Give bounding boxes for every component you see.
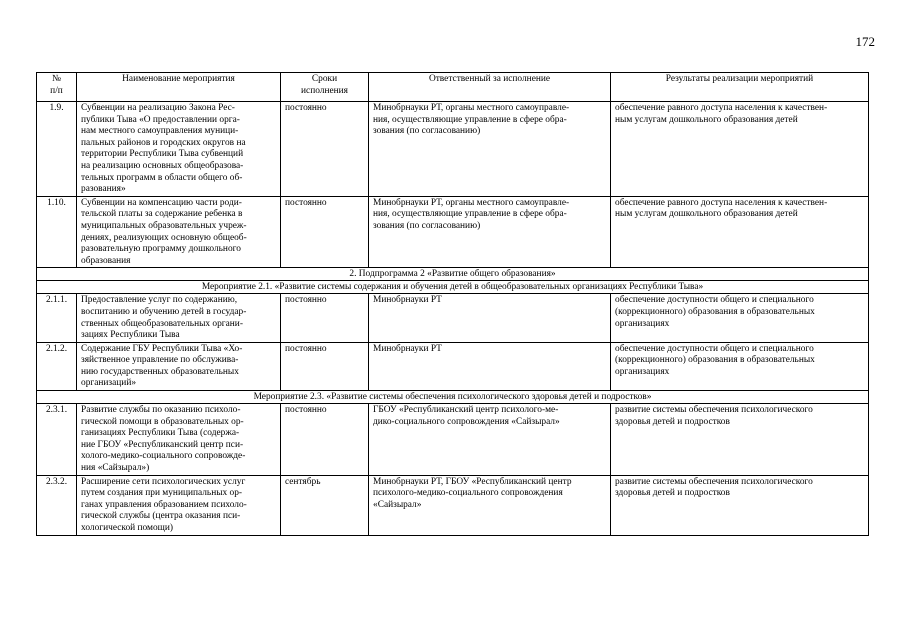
row-term: постоянно [281,294,369,342]
row-name [77,102,281,197]
cell-text-line: ственных общеобразовательных органи- [81,318,243,329]
row-responsible [369,294,611,342]
cell-text-line: ганизациях Республики Тыва (содержа- [81,428,240,439]
cell-text-line: здоровья детей и подростков [615,488,730,499]
cell-text-line: территории Республики Тыва субвенций [81,149,244,160]
row-term: сентябрь [281,475,369,535]
cell-text-line: здоровья детей и подростков [615,416,730,427]
cell-text-line: разовательную программу дошкольного [81,244,241,255]
cell-text-line: обеспечение равного доступа населения к качествен- [615,197,828,208]
cell-text-line: ГБОУ «Республиканский центр психолого-ме- [373,405,559,416]
section-row [37,281,869,294]
row-responsible [369,342,611,390]
row-num: 2.3.2. [37,475,77,535]
measures-table [36,72,869,536]
row-responsible [369,196,611,268]
cell-text-line: Минобрнауки РТ, органы местного самоуправле- [373,197,570,208]
row-num: 1.10. [37,196,77,268]
page-number: 172 [855,34,875,49]
cell-text-line: нам местного самоуправления муници- [81,126,239,137]
cell-text-line: тельской платы за содержание ребенка в [81,209,243,220]
section-row [37,391,869,404]
cell-text-line: дико-социального сопровождения «Сайзырал» [373,416,560,427]
row-responsible [369,475,611,535]
cell-text-line: муниципальных образовательных учреж- [81,220,247,231]
cell-text-line: организаций» [81,378,137,389]
cell-text-line: зяйственное управление по обслужива- [81,355,239,366]
header-results: Результаты реализации мероприятий [611,73,869,102]
cell-text-line: ние ГБОУ «Республиканский центр пси- [81,439,244,450]
row-name [77,294,281,342]
measure-heading: Мероприятие 2.1. «Развитие системы содержания и обучения детей в общеобразовательных организациях Республики Тыва» [37,281,869,294]
cell-text-line: разования» [81,184,126,195]
cell-text-line: Предоставление услуг по содержанию, [81,295,238,306]
cell-text-line: обеспечение равного доступа населения к качествен- [615,103,828,113]
table-row [37,294,869,342]
cell-text-line: психолого-медико-социального сопровождения [373,488,563,499]
cell-text-line: Субвенции на реализацию Закона Рес- [81,103,235,113]
header-responsible: Ответственный за исполнение [369,73,611,102]
row-responsible [369,404,611,476]
cell-text-line: ния «Сайзырал») [81,463,150,474]
cell-text-line: нию государственных образовательных [81,366,239,377]
cell-text-line: ния, осуществляющие управление в сфере обра- [373,209,567,220]
cell-text-line: ния, осуществляющие управление в сфере обра- [373,114,567,125]
row-num: 1.9. [37,102,77,197]
table-row [37,102,869,197]
table-row [37,342,869,390]
cell-text-line: Расширение сети психологических услуг [81,476,246,487]
table-row [37,475,869,535]
cell-text-line: «Сайзырал» [373,499,422,510]
subprogram-heading: 2. Подпрограмма 2 «Развитие общего образования» [37,268,869,281]
cell-text-line: Минобрнауки РТ, органы местного самоуправле- [373,103,570,113]
cell-text-line: хологической помощи) [81,523,174,533]
row-responsible [369,102,611,197]
header-term: Сроки исполнения [281,73,369,102]
cell-text-line: Минобрнауки РТ [373,343,442,354]
row-term: постоянно [281,342,369,390]
cell-text-line: обеспечение доступности общего и специального [615,295,814,306]
table-row [37,404,869,476]
cell-text-line: зования (по согласованию) [373,220,481,231]
section-row [37,268,869,281]
row-num: 2.3.1. [37,404,77,476]
row-name [77,342,281,390]
cell-text-line: организациях [615,366,670,377]
header-num: № п/п [37,73,77,102]
measure-heading: Мероприятие 2.3. «Развитие системы обеспечения психологического здоровья детей и подростков» [37,391,869,404]
cell-text-line: организациях [615,318,670,329]
row-name [77,475,281,535]
cell-text-line: (коррекционного) образования в образовательных [615,355,815,366]
row-term: постоянно [281,404,369,476]
cell-text-line: образования [81,255,131,266]
cell-text-line: зования (по согласованию) [373,126,481,137]
table-header-row [37,73,869,102]
cell-text-line: зациях Республики Тыва [81,330,180,341]
cell-text-line: дениях, реализующих основную общеоб- [81,232,247,243]
cell-text-line: обеспечение доступности общего и специального [615,343,814,354]
row-name [77,196,281,268]
row-results [611,102,869,197]
header-name: Наименование мероприятия [77,73,281,102]
row-name [77,404,281,476]
cell-text-line: гической службы (центра оказания пси- [81,511,241,522]
cell-text-line: путем создания при муниципальных ор- [81,488,243,499]
cell-text-line: Субвенции на компенсацию части роди- [81,197,242,208]
cell-text-line: развитие системы обеспечения психологического [615,476,813,487]
row-results [611,294,869,342]
cell-text-line: Содержание ГБУ Республики Тыва «Хо- [81,343,243,354]
cell-text-line: тельных программ в области общего об- [81,172,243,183]
cell-text-line: гической помощи в образовательных ор- [81,416,244,427]
cell-text-line: пальных районов и городских округов на [81,137,246,148]
cell-text-line: холого-медико-социального сопровожде- [81,451,246,462]
cell-text-line: (коррекционного) образования в образовательных [615,306,815,317]
row-term: постоянно [281,196,369,268]
cell-text-line: Развитие службы по оказанию психоло- [81,405,241,416]
cell-text-line: ным услугам дошкольного образования детей [615,209,798,220]
cell-text-line: ным услугам дошкольного образования детей [615,114,798,125]
row-num: 2.1.2. [37,342,77,390]
row-results [611,475,869,535]
cell-text-line: воспитанию и обучению детей в государ- [81,306,247,317]
cell-text-line: Минобрнауки РТ [373,295,442,306]
table-row [37,196,869,268]
row-results [611,404,869,476]
row-num: 2.1.1. [37,294,77,342]
row-results [611,342,869,390]
table-body [37,102,869,536]
cell-text-line: публики Тыва «О предоставлении орга- [81,114,240,125]
cell-text-line: Минобрнауки РТ, ГБОУ «Республиканский центр [373,476,572,487]
cell-text-line: на реализацию основных общеобразова- [81,160,244,171]
cell-text-line: развитие системы обеспечения психологического [615,405,813,416]
cell-text-line: ганах управления образованием психоло- [81,499,247,510]
row-results [611,196,869,268]
row-term: постоянно [281,102,369,197]
